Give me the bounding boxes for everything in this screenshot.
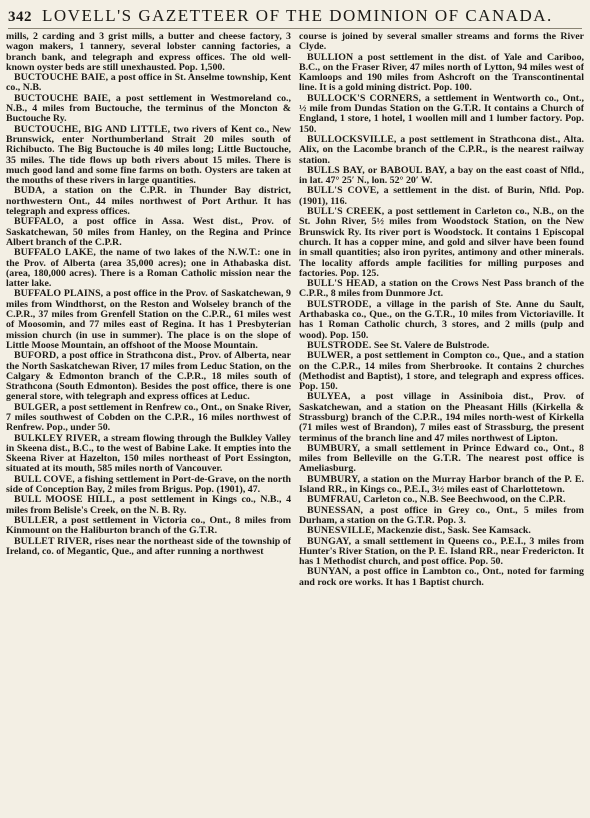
entry-text: a station on the Murray Harbor branch of the P. E. Island RR., in Kings co., P.E.I., 3½ miles east of Charlottetown. xyxy=(299,473,584,496)
gazetteer-entry xyxy=(6,248,291,289)
entry-headword: BUMBURY, xyxy=(307,473,361,485)
gazetteer-entry xyxy=(299,207,584,279)
gazetteer-entry xyxy=(6,94,291,125)
entry-text: a fishing settlement in Port-de-Grave, on the north side of Conception Bay, 2 miles from Brigus. Pop. (1901), 47. xyxy=(6,473,291,496)
entry-text: a post office in the Prov. of Saskatchewan, 9 miles from Windthorst, on the Reston and Wolseley branch of the C.P.R., 37 miles from Grenfell Station on the C.P.R., 61 miles west of Moosomin, and 77 miles east of Regina. It has 1 Presbyterian mission church (in use in summer). The place is on the slope of Little Moose Mountain, an offshoot of the Moose Mountain. xyxy=(6,288,291,351)
gazetteer-entry xyxy=(299,135,584,166)
entry-headword: BULL'S COVE, xyxy=(307,185,379,197)
entry-text: a small settlement in Prince Edward co., Ont., 8 miles from Belleville on the G.T.R. The nearest post office is Ameliasburg. xyxy=(299,442,584,475)
entry-headword: BULL'S CREEK, xyxy=(307,206,385,218)
gazetteer-entry xyxy=(299,53,584,94)
entry-text: a post office in Assa. West dist., Prov. of Saskatchewan, 50 miles from Hanley, on the Regina and Prince Albert branch of the C.P.R. xyxy=(6,216,291,248)
entry-text: a post settlement in Compton co., Que., and a station on the C.P.R., 14 miles from Sherbrooke. It contains 2 churches (Methodist and Baptist), 1 store, and telegraph and express offices. Pop. 150. xyxy=(299,350,584,393)
gazetteer-entry xyxy=(6,537,291,558)
entry-text: two rivers of Kent co., New Brunswick, enter Northumberland Strait 20 miles south of Richibucto. The Big Buctouche is 40 miles long; Little Buctouche, 35 miles. The tide flows up both rivers about 15 miles. There is much good land and some fine farms on both. Oysters are taken at the mouths of these rivers in large quantities. xyxy=(6,123,291,187)
entry-headword: BULSTRODE, xyxy=(307,298,372,310)
entry-headword: BULLOCK'S CORNERS, xyxy=(307,92,422,104)
gazetteer-entry xyxy=(299,392,584,443)
entry-text: a settlement in the dist. of Burin, Nfld. Pop. (1901), 116. xyxy=(299,185,584,207)
gazetteer-entry xyxy=(299,537,584,568)
gazetteer-entry xyxy=(299,186,584,207)
entry-text: a stream flowing through the Bulkley Valley in Skeena dist., B.C., to the west of Babine Lake. It empties into the Skeena River at Hazelton, 150 miles northeast of Port Essington, situated at its mouth, 585 miles north of Vancouver. xyxy=(6,432,291,475)
gazetteer-entry xyxy=(6,289,291,351)
entry-headword: BUDA, xyxy=(14,185,45,197)
entry-headword: BUNYAN, xyxy=(307,566,352,578)
entry-text: a post settlement in the dist. of Yale and Cariboo, B.C., on the Fraser River, 47 miles north of Lytton, 94 miles west of Kamloops and 190 miles from Ashcroft on the Transcontinental line. It is a gold mining district. Pop. 100. xyxy=(299,51,584,94)
entry-text: a village in the parish of Ste. Anne du Sault, Arthabaska co., Que., on the G.T.R., 10 miles from Victoriaville. It has 1 Roman Catholic church, 3 stores, and 2 mills (pulp and wood). Pop. 150. xyxy=(299,298,584,341)
entry-text: a post settlement in Westmoreland co., N.B., 4 miles from Buctouche, the terminus of the Moncton & Buctouche Ry. xyxy=(6,92,291,125)
entry-headword: BULL MOOSE HILL, xyxy=(14,494,116,506)
gazetteer-entry xyxy=(6,495,291,516)
gazetteer-entry xyxy=(299,351,584,392)
entry-headword: BUCTOUCHE BAIE, xyxy=(14,72,109,84)
page-header xyxy=(8,0,582,29)
entry-headword: BULGER, xyxy=(14,401,59,413)
entry-headword: BULL'S HEAD, xyxy=(307,278,378,290)
entry-headword: BUMFRAU, xyxy=(307,494,361,506)
entry-text: a post settlement in Renfrew co., Ont., on Snake River, 7 miles southwest of Cobden on the C.P.R., 16 miles northwest of Renfrew. Pop., under 50. xyxy=(6,401,291,434)
entry-text: mills, 2 carding and 3 grist mills, a butter and cheese factory, 3 wagon makers, 1 tannery, several lobster canning factories, a branch bank, and telegraph and express offices. The old well-known oyster beds are still unexhausted. Pop. 1,500. xyxy=(6,32,291,73)
gazetteer-entry xyxy=(299,506,584,527)
gazetteer-entry xyxy=(6,32,291,73)
entry-headword: BUFFALO LAKE, xyxy=(14,247,96,259)
entry-text: a post settlement in Victoria co., Ont., 8 miles from Kinmount on the Haliburton branch of the G.T.R. xyxy=(6,514,291,537)
entry-headword: BUCTOUCHE, BIG AND LITTLE, xyxy=(14,123,171,135)
entry-text: a post office in St. Anselme township, Kent co., N.B. xyxy=(6,72,291,94)
entry-text: rises near the northeast side of the township of Ireland, co. of Megantic, Que., and after running a northwest xyxy=(6,535,291,557)
entry-text: a post settlement in Kings co., N.B., 4 miles from Belisle's Creek, on the N. B. Ry. xyxy=(6,494,291,516)
entry-headword: BULL COVE, xyxy=(14,473,75,485)
gazetteer-entry xyxy=(6,217,291,248)
entry-text: a station on the Crows Nest Pass branch of the C.P.R., 8 miles from Dunmore Jct. xyxy=(299,278,584,300)
entry-headword: BUCTOUCHE BAIE, xyxy=(14,92,111,104)
entry-text: a post office in Lambton co., Ont., noted for farming and rock ore works. It has 1 Baptist church. xyxy=(299,566,584,588)
entry-text: a small settlement in Queens co., P.E.I., 3 miles from Hunter's River Station, on the P. E. Island RR., near Fredericton. It has 1 Methodist church, and post office. Pop. 50. xyxy=(299,535,584,568)
gazetteer-entry xyxy=(6,475,291,496)
text-columns xyxy=(6,32,584,818)
entry-text: a post settlement in Strathcona dist., Alta. Alix, on the Lacombe branch of the C.P.R., is the nearest railway station. xyxy=(299,133,584,166)
entry-headword: BULLOCKSVILLE, xyxy=(307,133,397,145)
running-title: LOVELL'S GAZETTEER OF THE DOMINION OF CANADA. xyxy=(42,6,553,25)
gazetteer-entry xyxy=(299,300,584,341)
gazetteer-entry xyxy=(6,516,291,537)
gazetteer-entry xyxy=(299,567,584,588)
gazetteer-entry xyxy=(299,444,584,475)
gazetteer-entry xyxy=(6,125,291,187)
entry-headword: BULLER, xyxy=(14,514,58,526)
entry-headword: BUMBURY, xyxy=(307,442,361,454)
gazetteer-entry xyxy=(6,351,291,402)
entry-headword: BULKLEY RIVER, xyxy=(14,432,101,444)
entry-text: a settlement in Wentworth co., Ont., ½ mile from Dundas Station on the G.T.R. It contains a Church of England, 1 store, 1 hotel, 1 woollen mill and 1 lumber factory. Pop. 150. xyxy=(299,92,584,135)
entry-text: Carleton co., N.B. See Beechwood, on the C.P.R. xyxy=(360,494,566,506)
gazetteer-entry xyxy=(299,94,584,135)
entry-text: a post village in Assiniboia dist., Prov. of Saskatchewan, and a station on the Pheasant Hills (Kirkella & Strassburg) branch of the C.P.R., 194 miles north-west of Kirkella (71 miles west of Brandon), 7 miles east of Strassburg, the present terminus of the branch line and 47 miles northwest of Lipton. xyxy=(299,391,584,444)
gazetteer-entry xyxy=(299,166,584,187)
gazetteer-entry xyxy=(299,279,584,300)
entry-text: the name of two lakes of the N.W.T.: one in the Prov. of Alberta (area 35,000 acres); one in Athabaska dist. (area, 180,000 acres). There is a Roman Catholic mission near the latter lake. xyxy=(6,247,291,290)
gazetteer-entry xyxy=(6,73,291,94)
entry-headword: BULYEA, xyxy=(307,391,351,403)
entry-text: a post settlement in Carleton co., N.B., on the St. John River, 5½ miles from Woodstock Station, on the New Brunswick Ry. Its river port is Woodstock. It contains 1 Episcopal church. It has a copper mine, and gold and silver have been found in small quantities; also iron pyrites, antimony and other minerals. The locality affords ample facilities for milling purposes and factories. Pop. 125. xyxy=(299,206,584,279)
entry-headword: BUNGAY, xyxy=(307,535,352,547)
entry-headword: BUNESVILLE, xyxy=(307,525,375,537)
entry-text: course is joined by several smaller streams and forms the River Clyde. xyxy=(299,32,584,53)
entry-text: See St. Valere de Bulstrode. xyxy=(371,339,490,351)
gazetteer-entry xyxy=(6,434,291,475)
entry-text: a bay on the east coast of Nfld., in lat. 47° 25′ N., lon. 52° 20′ W. xyxy=(299,164,584,187)
entry-headword: BUFFALO PLAINS, xyxy=(14,288,104,300)
entry-text: a station on the C.P.R. in Thunder Bay district, northwestern Ont., 44 miles northwest of Port Arthur. It has telegraph and express offices. xyxy=(6,185,291,218)
right-column xyxy=(299,32,584,818)
entry-headword: BUFORD, xyxy=(14,350,59,362)
entry-headword: BULSTRODE. xyxy=(307,339,372,351)
entry-headword: BULLION xyxy=(307,51,354,63)
entry-headword: BUFFALO, xyxy=(14,216,64,228)
entry-text: a post office in Strathcona dist., Prov. of Alberta, near the North Saskatchewan River, 17 miles from Leduc Station, on the Calgary & Edmonton branch of the C.P.R., 18 miles south of Strathcona (South Edmonton). Besides the post office, there is one general store, with telegraph and express offices at Leduc. xyxy=(6,350,291,403)
entry-headword: BULWER, xyxy=(307,350,354,362)
page-number: 342 xyxy=(8,9,32,25)
left-column xyxy=(6,32,291,818)
gazetteer-entry xyxy=(299,32,584,53)
entry-text: a post office in Grey co., Ont., 5 miles from Durham, a station on the G.T.R. Pop. 3. xyxy=(299,504,584,526)
entry-headword: BUNESSAN, xyxy=(307,504,364,516)
entry-headword: BULLET RIVER, xyxy=(14,535,93,547)
entry-text: Mackenzie dist., Sask. See Kamsack. xyxy=(374,525,531,537)
entry-headword: BULLS BAY, or BABOUL BAY, xyxy=(307,164,447,176)
gazetteer-entry xyxy=(6,403,291,434)
gazetteer-entry xyxy=(299,475,584,496)
gazetteer-entry xyxy=(6,186,291,217)
